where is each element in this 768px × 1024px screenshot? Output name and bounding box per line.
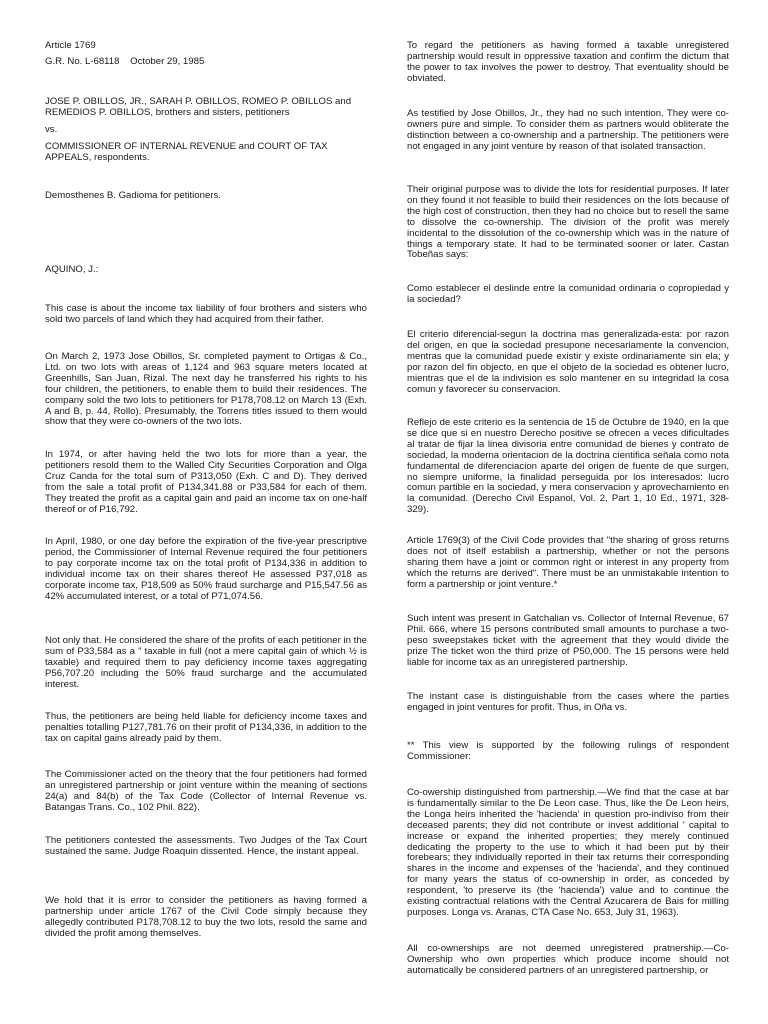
paragraph: The instant case is distinguishable from the cases where the parties engaged in joint ventures for profit. Thus, in Oña vs. xyxy=(407,691,729,713)
paragraph: Such intent was present in Gatchalian vs. Collector of Internal Revenue, 67 Phil. 666, where 15 persons contributed small amounts to purchase a two-peso sweepstakes ticket with the agreement that they would divide the prize The ticket won the third prize of P50,000. The 15 persons were held liable for income tax as an unregistered partnership. xyxy=(407,613,729,668)
case-number: G.R. No. L-68118 October 29, 1985 xyxy=(45,56,205,67)
paragraph: Not only that. He considered the share of the profits of each petitioner in the sum of P33,584 as a " taxable in full (not a mere capital gain of which ½ is taxable) and required them to pay deficiency income taxes aggregating P56,707.20 including the 50% fraud surcharge and the accumulated interest. xyxy=(45,635,367,690)
paragraph: Article 1769(3) of the Civil Code provides that "the sharing of gross returns does not of itself establish a partnership, whether or not the persons sharing them have a joint or common right or interest in any property from which the returns are derived". There must be an unmistakable intention to form a partnership or joint venture.* xyxy=(407,535,729,590)
paragraph: In April, 1980, or one day before the expiration of the five-year prescriptive period, the Commissioner of Internal Revenue required the four petitioners to pay corporate income tax on the total profit of P134,336 in addition to individual income tax on their shares thereof He assessed P37,018 as corporate income tax, P18,509 as 50% fraud surcharge and P15,547.56 as 42% accumulated interest, or a total of P71,074.56. xyxy=(45,536,367,602)
paragraph: We hold that it is error to consider the petitioners as having formed a partnership under article 1767 of the Civil Code simply because they allegedly contributed P178,708.12 to buy the two lots, resold the same and divided the profit among themselves. xyxy=(45,895,367,939)
footnote-quote: All co-ownerships are not deemed unregistered pratnership.—Co-Ownership who own properties which produce income should not automatically be considered partners of an unregistered partnership, or xyxy=(407,943,729,976)
paragraph: The Commissioner acted on the theory that the four petitioners had formed an unregistered partnership or joint venture within the meaning of sections 24(a) and 84(b) of the Tax Code (Collector of Internal Revenue vs. Batangas Trans. Co., 102 Phil. 822). xyxy=(45,769,367,813)
footnote: ** This view is supported by the following rulings of respondent Commissioner: xyxy=(407,740,729,762)
spanish-quote: Reflejo de este criterio es la sentencia de 15 de Octubre de 1940, en la que se dice que si en nuestro Derecho positive se ofrecen a veces dificultades al tratar de fijar la linea divisoria entre comunidad de bienes y contrato de sociedad, la moderna orientacion de la doctrina cientifica señala como nota fundamental de diferenciacion aparte del origen de fuente de que surgen, no siempre uniforme, la finalidad perseguida por los interesados: lucro comun partible en la sociedad, y mera conservacion y aprovechamiento en la comunidad. (Derecho Civil Espanol, Vol. 2, Part 1, 10 Ed., 1971, 328- 329). xyxy=(407,417,729,516)
respondents: COMMISSIONER OF INTERNAL REVENUE and COURT OF TAX APPEALS, respondents. xyxy=(45,141,328,163)
spanish-quote: Como establecer el deslinde entre la comunidad ordinaria o copropiedad y la sociedad? xyxy=(407,283,729,305)
spanish-quote: El criterio diferencial-segun la doctrina mas generalizada-esta: por razon del origen, en que la sociedad presupone necesariamente la convencion, mentras que la comunidad puede existir y existe ordinariamente sin ela; y por razon del fin objecto, en que el objeto de la sociedad es obtener lucro, mientras que el de la indivision es solo mantener en su integridad la cosa comun y favorecer su conservacion. xyxy=(407,329,729,395)
ponente: AQUINO, J.: xyxy=(45,264,99,275)
paragraph: Thus, the petitioners are being held liable for deficiency income taxes and penalties totalling P127,781.76 on their profit of P134,336, in addition to the tax on capital gains already paid by them. xyxy=(45,711,367,744)
paragraph: The petitioners contested the assessments. Two Judges of the Tax Court sustained the same. Judge Roaquin dissented. Hence, the instant appeal. xyxy=(45,835,367,857)
footnote-quote: Co-owership distinguished from partnership.—We find that the case at bar is fundamentally similar to the De Leon case. Thus, like the De Leon heirs, the Longa heirs inherited the 'hacienda' in question pro-indiviso from their deceased parents; they did not contribute or invest additional ' capital to increase or expand the inherited properties; they merely continued dedicating the property to the use to which it had been put by their forebears; they individually reported in their tax returns their corresponding shares in the income and expenses of the 'hacienda', and they continued for many years the status of co-ownership in order, as conceded by respondent, 'to preserve its (the 'hacienda') value and to continue the existing contractual relations with the Central Azucarera de Bais for milling purposes. Longa vs. Aranas, CTA Case No. 653, July 31, 1963). xyxy=(407,787,729,918)
article-heading: Article 1769 xyxy=(45,40,96,51)
paragraph: As testified by Jose Obillos, Jr., they had no such intention. They were co-owners pure and simple. To consider them as partners would obliterate the distinction between a co-ownership and a partnership. The petitioners were not engaged in any joint venture by reason of that isolated transaction. xyxy=(407,108,729,152)
versus: vs. xyxy=(45,124,58,135)
paragraph: On March 2, 1973 Jose Obillos, Sr. completed payment to Ortigas & Co., Ltd. on two lots with areas of 1,124 and 963 square meters located at Greenhills, San Juan, Rizal. The next day he transferred his rights to his four children, the petitioners, to enable them to build their residences. The company sold the two lots to petitioners for P178,708.12 on March 13 (Exh. A and B, p. 44, Rollo). Presumably, the Torrens titles issued to them would show that they were co-owners of the two lots. xyxy=(45,351,367,428)
counsel: Demosthenes B. Gadioma for petitioners. xyxy=(45,190,221,201)
petitioners: JOSE P. OBILLOS, JR., SARAH P. OBILLOS, ROMEO P. OBILLOS and REMEDIOS P. OBILLOS, brothers and sisters, petitioners xyxy=(45,96,352,118)
paragraph: In 1974, or after having held the two lots for more than a year, the petitioners resold them to the Walled City Securities Corporation and Olga Cruz Canda for the total sum of P313,050 (Exh. C and D). They derived from the sale a total profit of P134,341.88 or P33,584 for each of them. They treated the profit as a capital gain and paid an income tax on one-half thereof or of P16,792. xyxy=(45,449,367,515)
paragraph: Their original purpose was to divide the lots for residential purposes. If later on they found it not feasible to build their residences on the lots because of the high cost of construction, then they had no choice but to resell the same to dissolve the co-ownership. The division of the profit was merely incidental to the dissolution of the co-ownership which was in the nature of things a temporary state. It had to be terminated sooner or later. Castan Tobeñas says: xyxy=(407,184,729,261)
paragraph: To regard the petitioners as having formed a taxable unregistered partnership would result in oppressive taxation and confirm the dictum that the power to tax involves the power to destroy. That eventuality should be obviated. xyxy=(407,40,729,84)
paragraph: This case is about the income tax liability of four brothers and sisters who sold two parcels of land which they had acquired from their father. xyxy=(45,303,367,325)
